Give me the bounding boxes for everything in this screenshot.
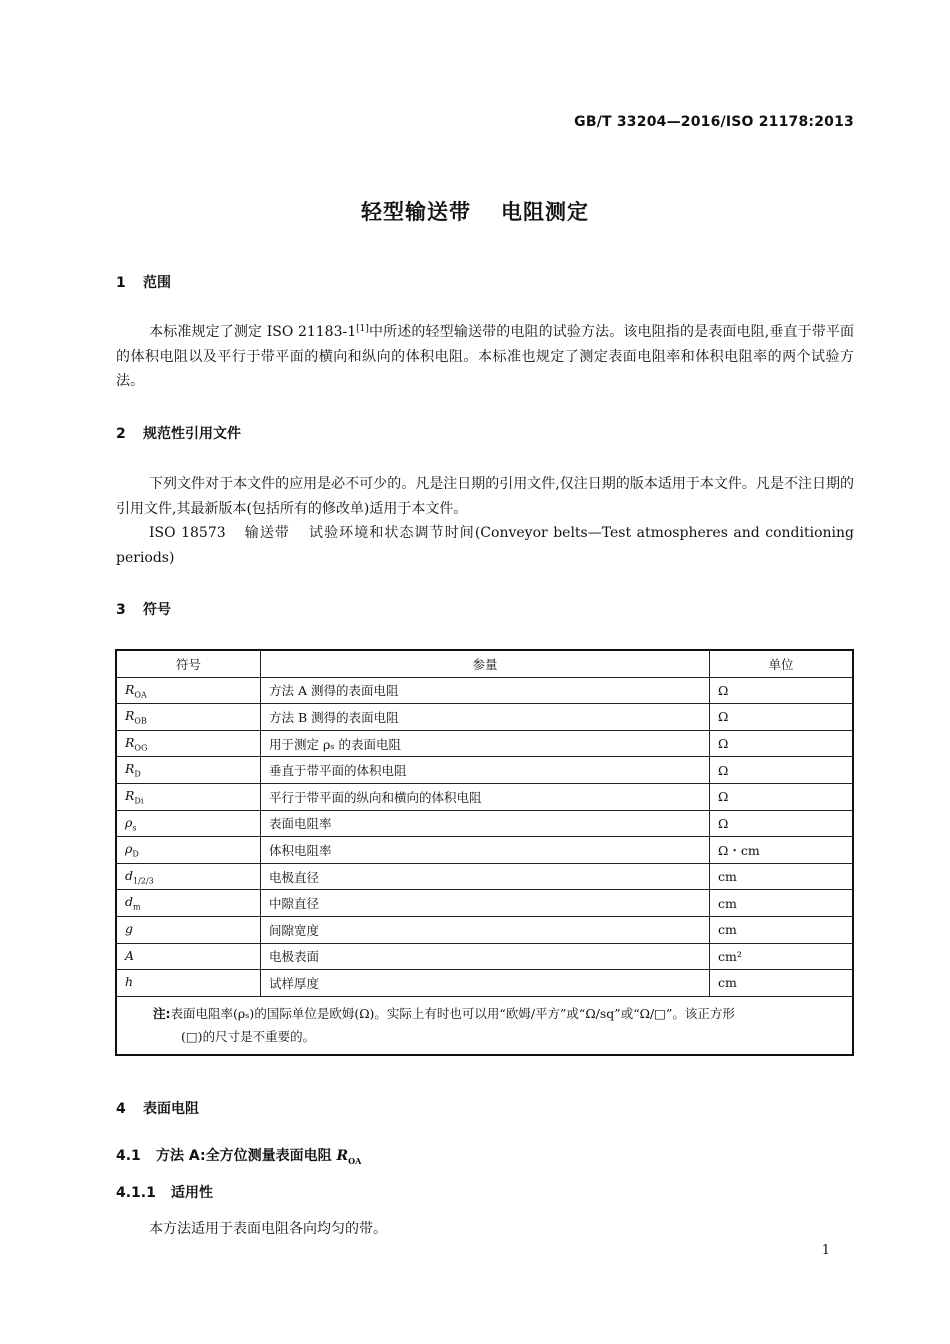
unit-cell: Ω <box>710 757 854 784</box>
table-row <box>116 783 853 810</box>
table-row <box>116 704 853 731</box>
title-part-2: 电阻测定 <box>501 200 589 224</box>
section-4-heading <box>116 1098 199 1118</box>
table-row <box>116 916 853 943</box>
symbol-cell: $\rho_D$ <box>125 841 139 859</box>
table-row <box>116 730 853 757</box>
section-2-number: 2 <box>116 426 126 442</box>
symbol-cell: $R_{OB}$ <box>125 708 147 726</box>
table-row <box>116 943 853 970</box>
table-row <box>116 810 853 837</box>
unit-cell: Ω <box>710 730 854 757</box>
parameter-cell: 方法 A 测得的表面电阻 <box>261 677 710 704</box>
section-4-1-heading <box>116 1145 361 1166</box>
parameter-cell: 体积电阻率 <box>261 837 710 864</box>
symbol-cell: h <box>125 974 134 990</box>
reference-marker: [1] <box>356 324 369 334</box>
applicability-text: 本方法适用于表面电阻各向均匀的带。 <box>149 1221 387 1237</box>
parameter-cell: 电极直径 <box>261 863 710 890</box>
reference-title-a: 输送带 <box>243 525 290 541</box>
scope-text-b: 中所述的轻型输送带的电阻的试验方法。该电阻指的是表面电阻,垂直于带平面的体积电阻以及平行于带平面的横向和纵向的体积电阻。本标准也规定了测定表面电阻率和体积电阻率的两个试验方法。 <box>116 324 854 389</box>
unit-cell: cm <box>710 863 854 890</box>
symbol-cell: $R_D$ <box>125 761 141 779</box>
note-line-2: (□)的尺寸是不重要的。 <box>181 1028 316 1044</box>
unit-cell: cm <box>710 916 854 943</box>
symbol-cell: $R_{Di}$ <box>125 788 144 806</box>
normative-text: 下列文件对于本文件的应用是必不可少的。凡是注日期的引用文件,仅注日期的版本适用于本文件。凡是不注日期的引用文件,其最新版本(包括所有的修改单)适用于本文件。 <box>116 476 854 517</box>
symbols-table <box>115 649 854 1056</box>
section-4-number: 4 <box>116 1101 126 1117</box>
table-row <box>116 757 853 784</box>
note-label: 注: <box>153 1005 171 1021</box>
symbol-cell: $R_{OA}$ <box>125 681 147 700</box>
section-4-1-1-heading <box>116 1182 213 1202</box>
table-row <box>116 677 853 704</box>
parameter-cell: 方法 B 测得的表面电阻 <box>261 704 710 731</box>
symbol-cell: A <box>125 947 135 963</box>
unit-cell: cm <box>710 970 854 997</box>
table-note <box>116 996 853 1055</box>
reference-title-en: (Conveyor belts—Test atmospheres and conditioning periods) <box>116 525 855 566</box>
title-part-1: 轻型输送带 <box>361 200 471 224</box>
symbol-cell: $d_{1/2/3}$ <box>125 867 154 886</box>
table-row <box>116 970 853 997</box>
unit-cell: Ω <box>710 783 854 810</box>
table-row <box>116 890 853 917</box>
parameter-cell: 电极表面 <box>261 943 710 970</box>
note-line-1: 表面电阻率(ρₛ)的国际单位是欧姆(Ω)。实际上有时也可以用“欧姆/平方”或“Ω/sq”或“Ω/□”。该正方形 <box>170 1005 735 1021</box>
parameter-cell: 垂直于带平面的体积电阻 <box>261 757 710 784</box>
parameter-cell: 间隙宽度 <box>261 916 710 943</box>
page-number: 1 <box>821 1243 830 1258</box>
parameter-cell: 表面电阻率 <box>261 810 710 837</box>
document-title <box>0 196 950 226</box>
table-header-row <box>116 650 853 677</box>
section-2-title: 规范性引用文件 <box>143 426 241 442</box>
section-4-1-symbol: $R_{OA}$ <box>336 1148 362 1166</box>
unit-cell: Ω・cm <box>710 837 854 864</box>
normative-reference <box>116 521 854 570</box>
table-row <box>116 863 853 890</box>
column-header-parameter: 参量 <box>261 650 710 677</box>
symbol-cell: $\rho_s$ <box>125 814 137 833</box>
column-header-symbol: 符号 <box>116 650 261 677</box>
symbol-cell: $R_{OG}$ <box>125 734 148 753</box>
scope-text-a: 本标准规定了测定 ISO 21183-1 <box>149 324 357 340</box>
section-4-1-title: 方法 A:全方位测量表面电阻 <box>156 1148 337 1164</box>
section-1-heading <box>116 272 171 292</box>
section-3-heading <box>116 599 171 619</box>
section-3-title: 符号 <box>143 602 171 618</box>
section-4-1-1-number: 4.1.1 <box>116 1185 156 1201</box>
unit-cell: cm² <box>710 943 854 970</box>
section-3-number: 3 <box>116 602 126 618</box>
section-4-title: 表面电阻 <box>143 1101 199 1117</box>
reference-code: ISO 18573 <box>149 525 226 541</box>
parameter-cell: 用于测定 ρₛ 的表面电阻 <box>261 730 710 757</box>
unit-cell: Ω <box>710 677 854 704</box>
section-4-1-1-title: 适用性 <box>171 1185 213 1201</box>
table-note-row <box>116 996 853 1055</box>
symbol-cell: g <box>125 920 134 936</box>
parameter-cell: 试样厚度 <box>261 970 710 997</box>
standard-code: GB/T 33204—2016/ISO 21178:2013 <box>574 114 854 130</box>
unit-cell: Ω <box>710 810 854 837</box>
section-4-1-number: 4.1 <box>116 1148 141 1164</box>
reference-title-b: 试验环境和状态调节时间 <box>307 525 475 541</box>
parameter-cell: 中隙直径 <box>261 890 710 917</box>
parameter-cell: 平行于带平面的纵向和横向的体积电阻 <box>261 783 710 810</box>
section-1-number: 1 <box>116 275 126 291</box>
table-row <box>116 837 853 864</box>
section-1-paragraph <box>116 320 854 394</box>
section-1-title: 范围 <box>143 275 171 291</box>
section-2-paragraph <box>116 472 854 521</box>
section-4-1-1-paragraph <box>116 1217 854 1242</box>
unit-cell: Ω <box>710 704 854 731</box>
column-header-unit: 单位 <box>710 650 854 677</box>
section-2-heading <box>116 423 241 443</box>
unit-cell: cm <box>710 890 854 917</box>
symbol-cell: $d_m$ <box>125 894 141 912</box>
